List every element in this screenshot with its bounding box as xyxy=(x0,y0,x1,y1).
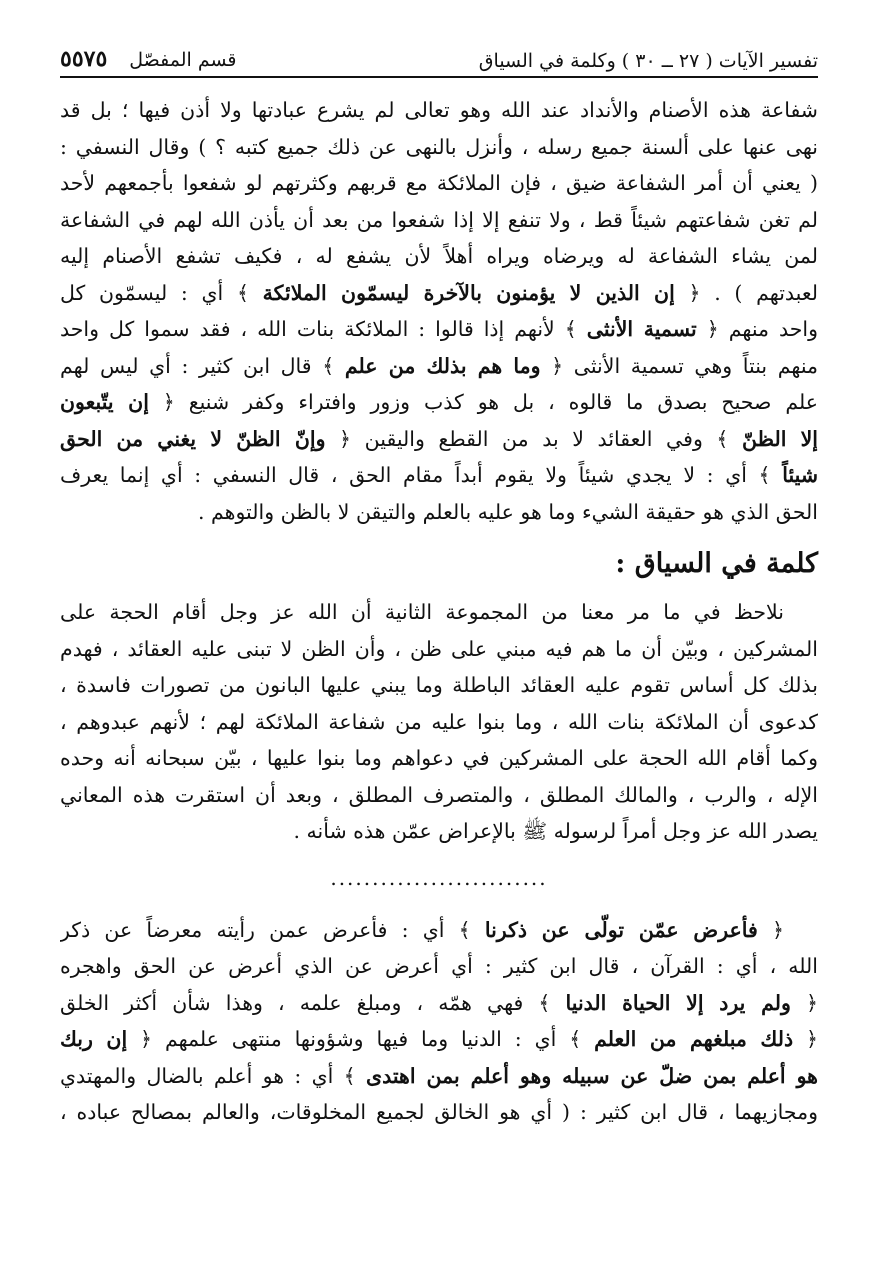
text-line xyxy=(60,275,818,312)
text-line: الإله ، والرب ، والمالك المطلق ، والمتصرف المطلق ، وبعد أن استقرت هذه المعاني xyxy=(60,782,818,807)
dotted-separator: .......................... xyxy=(330,865,548,890)
quran-verse: ولم يرد إلا الحياة الدنيا xyxy=(565,990,791,1015)
text-line: المشركين ، وبيّن أن ما هم فيه مبني على ظن ، وأن الظن لا تبنى عليه العقائد ، فهدم xyxy=(60,636,818,661)
text-line xyxy=(60,311,818,348)
text-span: علم صحيح بصدق ما قالوه ، بل هو كذب وزور وافتراء وكفر شنيع ﴿ xyxy=(148,390,818,414)
text-line: يصدر الله عز وجل أمراً لرسوله ﷺ بالإعراض عمّن هذه شأنه . xyxy=(293,819,818,843)
text-line xyxy=(60,985,818,1022)
quran-verse: شيئاً xyxy=(782,463,818,487)
text-line: لمن يشاء الشفاعة له ويرضاه ويراه أهلاً لأن يشفع له ، فكيف تشفع الأصنام إليه xyxy=(60,244,818,268)
text-span: ﴾ أي : ليسمّون كل xyxy=(60,280,263,305)
text-line: الله ، أي : القرآن ، قال ابن كثير : أي أعرض عن الذي أعرض عن الحق واهجره xyxy=(60,954,818,978)
text-span: ﴾ قال ابن كثير : أي ليس لهم xyxy=(60,353,345,378)
text-span: ﴾ فهي همّه ، ومبلغ علمه ، وهذا شأن أكثر الخلق xyxy=(60,990,566,1015)
page-header xyxy=(60,38,818,78)
page-body xyxy=(60,92,818,1131)
text-line: ومجازيهما ، قال ابن كثير : ( أي هو الخالق لجميع المخلوقات، والعالم بمصالح عباده ، xyxy=(60,1100,818,1124)
text-line xyxy=(60,1058,818,1095)
header-left xyxy=(60,46,237,72)
text-line xyxy=(60,457,818,494)
text-span: لعبدتهم ) . ﴿ xyxy=(674,280,818,305)
text-line xyxy=(60,348,818,385)
text-span: منهم بنتاً وهي تسمية الأنثى ﴿ xyxy=(540,353,818,378)
text-line: لم تغن شفاعتهم شيئاً قط ، ولا تنفع إلا إذا شفعوا من بعد أن يأذن الله لهم في الشفاعة xyxy=(60,207,818,232)
text-span: واحد منهم ﴿ xyxy=(696,317,818,341)
text-line: ( يعني أن أمر الشفاعة ضيق ، فإن الملائكة مع قربهم وكثرتهم لو شفعوا بأجمعهم لأحد xyxy=(60,171,818,195)
text-line xyxy=(60,384,818,421)
quran-verse: إن ربك xyxy=(60,1027,128,1051)
text-line: بذلك كل أساس تقوم عليه العقائد الباطلة وما يبني عليها البانون من تصورات فاسدة ، xyxy=(60,673,818,697)
quran-verse: هو أعلم بمن ضلّ عن سبيله وهو أعلم بمن اهتدى xyxy=(366,1063,818,1088)
running-title: تفسير الآيات ( ٢٧ ــ ٣٠ ) وكلمة في السياق xyxy=(478,50,818,72)
text-span: ﴾ وفي العقائد لا بد من القطع واليقين ﴿ xyxy=(325,426,743,451)
quran-verse: وما هم بذلك من علم xyxy=(344,353,541,378)
text-span: ﴾ أي : لا يجدي شيئاً ولا يقوم أبداً مقام الحق ، قال النسفي : أي إنما يعرف xyxy=(60,463,783,487)
text-line: شفاعة هذه الأصنام والأنداد عند الله وهو تعالى لم يشرع عبادتها ولا أذن فيها ؛ بل قد xyxy=(60,98,818,122)
quran-verse: إن يتّبعون xyxy=(60,390,149,414)
text-span: ﴿ xyxy=(793,1027,818,1051)
text-span: ﴿ xyxy=(790,990,818,1015)
text-span: ﴾ أي : الدنيا وما فيها وشؤونها منتهى علمهم ﴿ xyxy=(127,1027,595,1051)
text-span: ﴾ أي : هو أعلم بالضال والمهتدي xyxy=(60,1063,367,1088)
text-line xyxy=(60,1021,818,1058)
text-line: نلاحظ في ما مر معنا من المجموعة الثانية أن الله عز وجل أقام الحجة على xyxy=(60,600,784,624)
text-line: كدعوى أن الملائكة بنات الله ، وما بنوا عليه من شفاعة الملائكة لهم ؛ لأنهم عبدوهم ، xyxy=(60,709,818,734)
section-name: قسم المفصّل xyxy=(129,49,237,71)
quran-verse: تسمية الأنثى xyxy=(586,317,697,341)
page-number: ٥٥٧٥ xyxy=(60,46,108,72)
text-line xyxy=(60,912,818,949)
quran-verse: ذلك مبلغهم من العلم xyxy=(594,1027,794,1051)
text-line: وكما أقام الله الحجة على المشركين في دعواهم وما بنوا عليها ، بيّن سبحانه أنه وحده xyxy=(60,746,818,770)
quran-verse: إن الذين لا يؤمنون بالآخرة ليسمّون الملائكة xyxy=(262,280,675,305)
section-heading: كلمة في السياق : xyxy=(615,548,818,579)
text-span: ﴿ xyxy=(757,917,785,942)
text-span: ﴾ لأنهم إذا قالوا : الملائكة بنات الله ، فقد سموا كل واحد xyxy=(60,317,587,341)
text-line xyxy=(60,421,818,458)
quran-verse: إلا الظنّ xyxy=(742,426,818,451)
quran-verse: فأعرض عمّن تولّى عن ذكرنا xyxy=(484,917,758,942)
text-line: الحق الذي هو حقيقة الشيء وما هو عليه بالعلم والتيقن لا بالظن والتوهم . xyxy=(197,499,818,524)
text-span: ﴾ أي : فأعرض عمن رأيته معرضاً عن ذكر xyxy=(60,917,485,942)
quran-verse: وإنّ الظنّ لا يغني من الحق xyxy=(60,426,326,451)
text-line: نهى عنها على ألسنة جميع رسله ، وأنزل بالنهى عن ذلك جميع كتبه ؟ ) وقال النسفي : xyxy=(60,134,818,159)
